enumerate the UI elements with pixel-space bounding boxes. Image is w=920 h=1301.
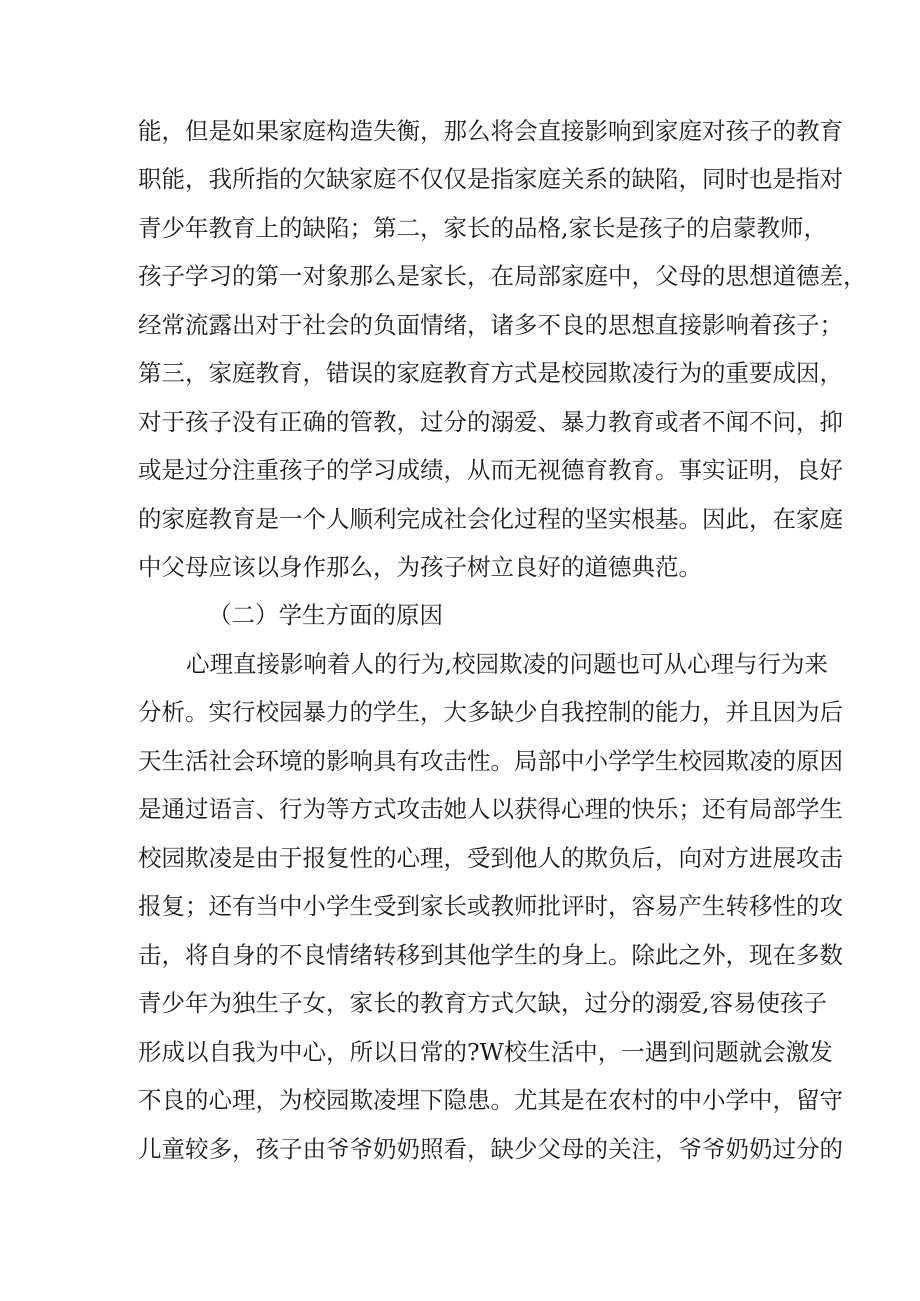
text-line: 击，将自身的不良情绪转移到其他学生的身上。除此之外，现在多数 [138, 941, 843, 969]
text-line: 青少年教育上的缺陷；第二，家长的品格,家长是孩子的启蒙教师， [138, 214, 827, 242]
text-line: 是通过语言、行为等方式攻击她人以获得心理的快乐；还有局部学生 [138, 795, 843, 823]
text-line: 能，但是如果家庭构造失衡，那么将会直接影响到家庭对孩子的教育 [138, 117, 843, 145]
text-line: 经常流露出对于社会的负面情绪，诸多不良的思想直接影响着孩子； [138, 311, 843, 339]
text-line: 分析。实行校园暴力的学生，大多缺少自我控制的能力，并且因为后 [138, 698, 843, 726]
text-line: 儿童较多，孩子由爷爷奶奶照看，缺少父母的关注，爷爷奶奶过分的 [138, 1135, 843, 1163]
text-line: 职能，我所指的欠缺家庭不仅仅是指家庭关系的缺陷，同时也是指对 [138, 165, 843, 193]
text-line: 的家庭教育是一个人顺利完成社会化过程的坚实根基。因此，在家庭 [138, 505, 843, 533]
text-line: 心理直接影响着人的行为,校园欺凌的问题也可从心理与行为来 [186, 650, 828, 678]
text-line: 孩子学习的第一对象那么是家长，在局部家庭中，父母的思想道德差， [138, 262, 867, 290]
text-line: 形成以自我为中心，所以日常的?W校生活中，一遇到问题就会激发 [138, 1038, 833, 1066]
text-line: 天生活社会环境的影响具有攻击性。局部中小学学生校园欺凌的原因 [138, 747, 843, 775]
text-line: 校园欺凌是由于报复性的心理，受到他人的欺负后，向对方进展攻击 [138, 844, 843, 872]
text-line: 对于孩子没有正确的管教，过分的溺爱、暴力教育或者不闻不问，抑 [138, 408, 843, 436]
text-line: 第三，家庭教育，错误的家庭教育方式是校园欺凌行为的重要成因， [138, 359, 843, 387]
section-heading: （二）学生方面的原因 [208, 601, 443, 629]
text-line: 不良的心理，为校园欺凌埋下隐患。尤其是在农村的中小学中，留守 [138, 1086, 843, 1114]
text-line: 报复；还有当中小学生受到家长或教师批评时，容易产生转移性的攻 [138, 892, 843, 920]
text-line: 青少年为独生子女，家长的教育方式欠缺，过分的溺爱,容易使孩子 [138, 989, 827, 1017]
text-line: 或是过分注重孩子的学习成绩，从而无视德育教育。事实证明，良好 [138, 456, 843, 484]
text-line: 中父母应该以身作那么，为孩子树立良好的道德典范。 [138, 553, 702, 581]
